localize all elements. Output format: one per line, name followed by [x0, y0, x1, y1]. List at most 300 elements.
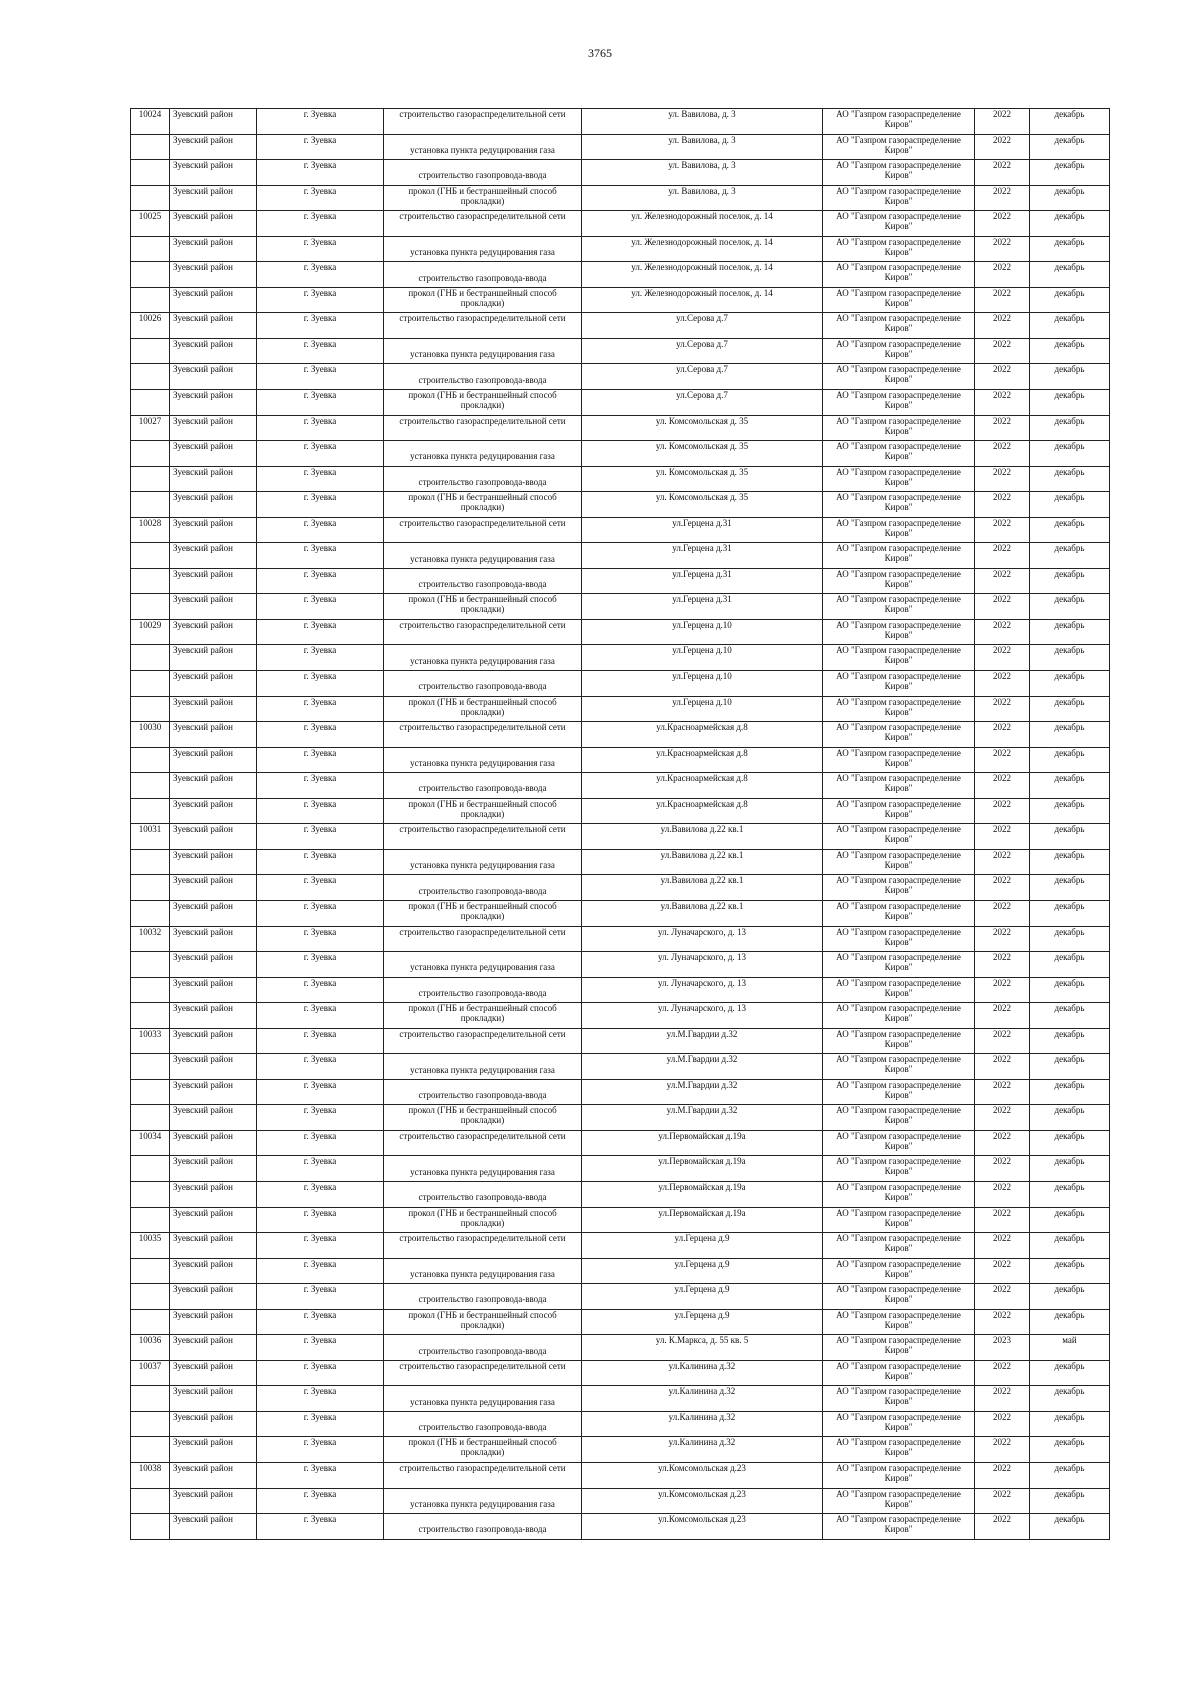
- month-cell: декабрь: [1030, 492, 1110, 518]
- year-cell: 2022: [975, 1514, 1030, 1540]
- year-cell: 2022: [975, 1054, 1030, 1080]
- row-number: [131, 134, 170, 160]
- district-cell: Зуевский район: [170, 1284, 257, 1310]
- row-number: [131, 236, 170, 262]
- district-cell: Зуевский район: [170, 1360, 257, 1386]
- district-cell: Зуевский район: [170, 696, 257, 722]
- organization-cell: АО "Газпром газораспределение Киров": [823, 1130, 975, 1156]
- city-cell: г. Зуевка: [257, 338, 384, 364]
- table-row: [131, 466, 1110, 492]
- city-cell: г. Зуевка: [257, 1386, 384, 1412]
- year-cell: 2022: [975, 1488, 1030, 1514]
- table-row: [131, 747, 1110, 773]
- organization-cell: АО "Газпром газораспределение Киров": [823, 773, 975, 799]
- organization-cell: АО "Газпром газораспределение Киров": [823, 900, 975, 926]
- organization-cell: АО "Газпром газораспределение Киров": [823, 390, 975, 416]
- work-type-cell: строительство газопровода-ввода: [384, 1335, 582, 1361]
- district-cell: Зуевский район: [170, 1130, 257, 1156]
- address-cell: ул.Герцена д.31: [582, 543, 823, 569]
- city-cell: г. Зуевка: [257, 1360, 384, 1386]
- year-cell: 2022: [975, 1258, 1030, 1284]
- row-number: [131, 875, 170, 901]
- city-cell: г. Зуевка: [257, 134, 384, 160]
- city-cell: г. Зуевка: [257, 236, 384, 262]
- district-cell: Зуевский район: [170, 134, 257, 160]
- district-cell: Зуевский район: [170, 262, 257, 288]
- row-number: 10028: [131, 517, 170, 543]
- row-number: [131, 696, 170, 722]
- city-cell: г. Зуевка: [257, 926, 384, 952]
- work-type-cell: строительство газораспределительной сети: [384, 1028, 582, 1054]
- organization-cell: АО "Газпром газораспределение Киров": [823, 619, 975, 645]
- city-cell: г. Зуевка: [257, 364, 384, 390]
- address-cell: ул. Вавилова, д. 3: [582, 185, 823, 211]
- row-number: [131, 671, 170, 697]
- address-cell: ул.Серова д.7: [582, 313, 823, 339]
- table-row: [131, 441, 1110, 467]
- table-row: [131, 364, 1110, 390]
- month-cell: декабрь: [1030, 415, 1110, 441]
- month-cell: декабрь: [1030, 262, 1110, 288]
- address-cell: ул.М.Гвардии д.32: [582, 1105, 823, 1131]
- district-cell: Зуевский район: [170, 287, 257, 313]
- table-row: [131, 1437, 1110, 1463]
- organization-cell: АО "Газпром газораспределение Киров": [823, 1335, 975, 1361]
- district-cell: Зуевский район: [170, 313, 257, 339]
- month-cell: декабрь: [1030, 671, 1110, 697]
- city-cell: г. Зуевка: [257, 1514, 384, 1540]
- page-number: 3765: [588, 46, 612, 60]
- table-row: [131, 211, 1110, 237]
- district-cell: Зуевский район: [170, 1003, 257, 1029]
- district-cell: Зуевский район: [170, 568, 257, 594]
- district-cell: Зуевский район: [170, 1309, 257, 1335]
- city-cell: г. Зуевка: [257, 466, 384, 492]
- row-number: [131, 338, 170, 364]
- table-row: [131, 1181, 1110, 1207]
- month-cell: декабрь: [1030, 773, 1110, 799]
- work-type-cell: строительство газораспределительной сети: [384, 517, 582, 543]
- district-cell: Зуевский район: [170, 466, 257, 492]
- month-cell: декабрь: [1030, 1386, 1110, 1412]
- table-row: [131, 900, 1110, 926]
- work-type-cell: строительство газопровода-ввода: [384, 1181, 582, 1207]
- address-cell: ул. Луначарского, д. 13: [582, 926, 823, 952]
- district-cell: Зуевский район: [170, 1386, 257, 1412]
- organization-cell: АО "Газпром газораспределение Киров": [823, 185, 975, 211]
- organization-cell: АО "Газпром газораспределение Киров": [823, 798, 975, 824]
- city-cell: г. Зуевка: [257, 1335, 384, 1361]
- month-cell: декабрь: [1030, 1054, 1110, 1080]
- city-cell: г. Зуевка: [257, 1130, 384, 1156]
- table-row: [131, 1284, 1110, 1310]
- row-number: [131, 798, 170, 824]
- city-cell: г. Зуевка: [257, 1437, 384, 1463]
- table-row: [131, 109, 1110, 135]
- year-cell: 2022: [975, 1462, 1030, 1488]
- month-cell: декабрь: [1030, 824, 1110, 850]
- work-type-cell: строительство газораспределительной сети: [384, 1462, 582, 1488]
- address-cell: ул.Герцена д.10: [582, 645, 823, 671]
- year-cell: 2022: [975, 1207, 1030, 1233]
- month-cell: декабрь: [1030, 1130, 1110, 1156]
- organization-cell: АО "Газпром газораспределение Киров": [823, 1156, 975, 1182]
- year-cell: 2022: [975, 1028, 1030, 1054]
- address-cell: ул.Вавилова д.22 кв.1: [582, 875, 823, 901]
- work-type-cell: строительство газопровода-ввода: [384, 160, 582, 186]
- city-cell: г. Зуевка: [257, 1003, 384, 1029]
- table-row: [131, 798, 1110, 824]
- district-cell: Зуевский район: [170, 492, 257, 518]
- district-cell: Зуевский район: [170, 594, 257, 620]
- organization-cell: АО "Газпром газораспределение Киров": [823, 466, 975, 492]
- city-cell: г. Зуевка: [257, 390, 384, 416]
- city-cell: г. Зуевка: [257, 262, 384, 288]
- year-cell: 2022: [975, 1411, 1030, 1437]
- table-row: [131, 1386, 1110, 1412]
- city-cell: г. Зуевка: [257, 492, 384, 518]
- organization-cell: АО "Газпром газораспределение Киров": [823, 594, 975, 620]
- table-row: [131, 952, 1110, 978]
- work-type-cell: строительство газопровода-ввода: [384, 466, 582, 492]
- organization-cell: АО "Газпром газораспределение Киров": [823, 747, 975, 773]
- city-cell: г. Зуевка: [257, 1028, 384, 1054]
- city-cell: г. Зуевка: [257, 977, 384, 1003]
- city-cell: г. Зуевка: [257, 1156, 384, 1182]
- month-cell: декабрь: [1030, 313, 1110, 339]
- address-cell: ул. Луначарского, д. 13: [582, 952, 823, 978]
- year-cell: 2022: [975, 952, 1030, 978]
- address-cell: ул.М.Гвардии д.32: [582, 1054, 823, 1080]
- address-cell: ул. Комсомольская д. 35: [582, 415, 823, 441]
- work-type-cell: установка пункта редуцирования газа: [384, 441, 582, 467]
- work-type-cell: строительство газораспределительной сети: [384, 1360, 582, 1386]
- district-cell: Зуевский район: [170, 645, 257, 671]
- year-cell: 2022: [975, 517, 1030, 543]
- year-cell: 2022: [975, 645, 1030, 671]
- organization-cell: АО "Газпром газораспределение Киров": [823, 1386, 975, 1412]
- year-cell: 2022: [975, 747, 1030, 773]
- district-cell: Зуевский район: [170, 415, 257, 441]
- organization-cell: АО "Газпром газораспределение Киров": [823, 1181, 975, 1207]
- district-cell: Зуевский район: [170, 1488, 257, 1514]
- organization-cell: АО "Газпром газораспределение Киров": [823, 1462, 975, 1488]
- month-cell: декабрь: [1030, 109, 1110, 135]
- work-type-cell: установка пункта редуцирования газа: [384, 645, 582, 671]
- organization-cell: АО "Газпром газораспределение Киров": [823, 1028, 975, 1054]
- table-row: [131, 236, 1110, 262]
- district-cell: Зуевский район: [170, 160, 257, 186]
- district-cell: Зуевский район: [170, 517, 257, 543]
- month-cell: декабрь: [1030, 926, 1110, 952]
- work-type-cell: установка пункта редуцирования газа: [384, 543, 582, 569]
- month-cell: декабрь: [1030, 849, 1110, 875]
- district-cell: Зуевский район: [170, 1207, 257, 1233]
- month-cell: декабрь: [1030, 1437, 1110, 1463]
- year-cell: 2022: [975, 543, 1030, 569]
- address-cell: ул.Калинина д.32: [582, 1386, 823, 1412]
- row-number: [131, 364, 170, 390]
- work-type-cell: прокол (ГНБ и бестраншейный способ прокладки): [384, 185, 582, 211]
- month-cell: декабрь: [1030, 696, 1110, 722]
- work-type-cell: строительство газопровода-ввода: [384, 977, 582, 1003]
- organization-cell: АО "Газпром газораспределение Киров": [823, 1488, 975, 1514]
- work-type-cell: строительство газораспределительной сети: [384, 1130, 582, 1156]
- year-cell: 2022: [975, 594, 1030, 620]
- organization-cell: АО "Газпром газораспределение Киров": [823, 1258, 975, 1284]
- month-cell: декабрь: [1030, 466, 1110, 492]
- district-cell: Зуевский район: [170, 1181, 257, 1207]
- address-cell: ул.Первомайская д.19а: [582, 1130, 823, 1156]
- city-cell: г. Зуевка: [257, 671, 384, 697]
- month-cell: декабрь: [1030, 1003, 1110, 1029]
- district-cell: Зуевский район: [170, 747, 257, 773]
- table-row: [131, 1309, 1110, 1335]
- month-cell: декабрь: [1030, 1360, 1110, 1386]
- work-type-cell: прокол (ГНБ и бестраншейный способ прокладки): [384, 492, 582, 518]
- city-cell: г. Зуевка: [257, 211, 384, 237]
- work-type-cell: строительство газопровода-ввода: [384, 262, 582, 288]
- year-cell: 2022: [975, 773, 1030, 799]
- city-cell: г. Зуевка: [257, 1488, 384, 1514]
- year-cell: 2022: [975, 109, 1030, 135]
- year-cell: 2022: [975, 1386, 1030, 1412]
- district-cell: Зуевский район: [170, 236, 257, 262]
- year-cell: 2022: [975, 262, 1030, 288]
- address-cell: ул.Вавилова д.22 кв.1: [582, 900, 823, 926]
- year-cell: 2022: [975, 1284, 1030, 1310]
- address-cell: ул.М.Гвардии д.32: [582, 1028, 823, 1054]
- year-cell: 2022: [975, 926, 1030, 952]
- month-cell: декабрь: [1030, 1156, 1110, 1182]
- year-cell: 2022: [975, 722, 1030, 748]
- address-cell: ул.Комсомольская д.23: [582, 1514, 823, 1540]
- work-type-cell: строительство газопровода-ввода: [384, 1514, 582, 1540]
- district-cell: Зуевский район: [170, 1258, 257, 1284]
- address-cell: ул.Герцена д.31: [582, 517, 823, 543]
- city-cell: г. Зуевка: [257, 441, 384, 467]
- month-cell: декабрь: [1030, 1181, 1110, 1207]
- row-number: [131, 441, 170, 467]
- district-cell: Зуевский район: [170, 1028, 257, 1054]
- row-number: 10038: [131, 1462, 170, 1488]
- month-cell: декабрь: [1030, 441, 1110, 467]
- organization-cell: АО "Газпром газораспределение Киров": [823, 262, 975, 288]
- work-type-cell: установка пункта редуцирования газа: [384, 1156, 582, 1182]
- organization-cell: АО "Газпром газораспределение Киров": [823, 1360, 975, 1386]
- row-number: [131, 1411, 170, 1437]
- organization-cell: АО "Газпром газораспределение Киров": [823, 287, 975, 313]
- address-cell: ул.Первомайская д.19а: [582, 1156, 823, 1182]
- row-number: [131, 1003, 170, 1029]
- table-row: [131, 849, 1110, 875]
- district-cell: Зуевский район: [170, 1462, 257, 1488]
- month-cell: декабрь: [1030, 543, 1110, 569]
- table-row: [131, 645, 1110, 671]
- row-number: [131, 1437, 170, 1463]
- table-row: [131, 619, 1110, 645]
- year-cell: 2022: [975, 849, 1030, 875]
- table-row: [131, 543, 1110, 569]
- year-cell: 2022: [975, 1181, 1030, 1207]
- month-cell: декабрь: [1030, 517, 1110, 543]
- work-type-cell: прокол (ГНБ и бестраншейный способ прокладки): [384, 594, 582, 620]
- organization-cell: АО "Газпром газораспределение Киров": [823, 1105, 975, 1131]
- row-number: [131, 1258, 170, 1284]
- table-row: [131, 875, 1110, 901]
- address-cell: ул.Красноармейская д.8: [582, 747, 823, 773]
- city-cell: г. Зуевка: [257, 543, 384, 569]
- table-row: [131, 1207, 1110, 1233]
- month-cell: декабрь: [1030, 185, 1110, 211]
- organization-cell: АО "Газпром газораспределение Киров": [823, 1233, 975, 1259]
- year-cell: 2022: [975, 875, 1030, 901]
- city-cell: г. Зуевка: [257, 1181, 384, 1207]
- table-row: [131, 773, 1110, 799]
- row-number: 10035: [131, 1233, 170, 1259]
- month-cell: декабрь: [1030, 952, 1110, 978]
- work-type-cell: строительство газораспределительной сети: [384, 926, 582, 952]
- work-type-cell: строительство газораспределительной сети: [384, 619, 582, 645]
- month-cell: декабрь: [1030, 364, 1110, 390]
- month-cell: декабрь: [1030, 1028, 1110, 1054]
- month-cell: декабрь: [1030, 1284, 1110, 1310]
- row-number: 10026: [131, 313, 170, 339]
- city-cell: г. Зуевка: [257, 952, 384, 978]
- work-type-cell: строительство газопровода-ввода: [384, 1284, 582, 1310]
- year-cell: 2022: [975, 441, 1030, 467]
- row-number: 10032: [131, 926, 170, 952]
- year-cell: 2022: [975, 1105, 1030, 1131]
- work-type-cell: установка пункта редуцирования газа: [384, 1386, 582, 1412]
- organization-cell: АО "Газпром газораспределение Киров": [823, 977, 975, 1003]
- row-number: [131, 1181, 170, 1207]
- address-cell: ул.Серова д.7: [582, 390, 823, 416]
- city-cell: г. Зуевка: [257, 619, 384, 645]
- month-cell: декабрь: [1030, 1207, 1110, 1233]
- row-number: [131, 849, 170, 875]
- table-row: [131, 824, 1110, 850]
- work-type-cell: строительство газораспределительной сети: [384, 313, 582, 339]
- gas-works-table: [130, 108, 1110, 1540]
- city-cell: г. Зуевка: [257, 1284, 384, 1310]
- organization-cell: АО "Газпром газораспределение Киров": [823, 236, 975, 262]
- work-type-cell: строительство газораспределительной сети: [384, 415, 582, 441]
- work-type-cell: установка пункта редуцирования газа: [384, 134, 582, 160]
- table-row: [131, 1462, 1110, 1488]
- work-type-cell: установка пункта редуцирования газа: [384, 1054, 582, 1080]
- organization-cell: АО "Газпром газораспределение Киров": [823, 517, 975, 543]
- organization-cell: АО "Газпром газораспределение Киров": [823, 1284, 975, 1310]
- row-number: 10036: [131, 1335, 170, 1361]
- city-cell: г. Зуевка: [257, 415, 384, 441]
- organization-cell: АО "Газпром газораспределение Киров": [823, 364, 975, 390]
- address-cell: ул.Герцена д.10: [582, 619, 823, 645]
- year-cell: 2022: [975, 798, 1030, 824]
- district-cell: Зуевский район: [170, 1514, 257, 1540]
- month-cell: декабрь: [1030, 798, 1110, 824]
- table-row: [131, 722, 1110, 748]
- table-row: [131, 1028, 1110, 1054]
- month-cell: декабрь: [1030, 1105, 1110, 1131]
- table-row: [131, 1130, 1110, 1156]
- year-cell: 2022: [975, 619, 1030, 645]
- row-number: [131, 977, 170, 1003]
- address-cell: ул.Первомайская д.19а: [582, 1181, 823, 1207]
- month-cell: декабрь: [1030, 619, 1110, 645]
- work-type-cell: установка пункта редуцирования газа: [384, 1258, 582, 1284]
- row-number: [131, 900, 170, 926]
- year-cell: 2022: [975, 696, 1030, 722]
- table-row: [131, 926, 1110, 952]
- table-row: [131, 1488, 1110, 1514]
- work-type-cell: строительство газопровода-ввода: [384, 1079, 582, 1105]
- district-cell: Зуевский район: [170, 1156, 257, 1182]
- year-cell: 2022: [975, 1309, 1030, 1335]
- city-cell: г. Зуевка: [257, 1258, 384, 1284]
- organization-cell: АО "Газпром газораспределение Киров": [823, 1207, 975, 1233]
- row-number: [131, 952, 170, 978]
- work-type-cell: установка пункта редуцирования газа: [384, 747, 582, 773]
- district-cell: Зуевский район: [170, 824, 257, 850]
- month-cell: декабрь: [1030, 1514, 1110, 1540]
- month-cell: декабрь: [1030, 568, 1110, 594]
- district-cell: Зуевский район: [170, 977, 257, 1003]
- address-cell: ул. Луначарского, д. 13: [582, 977, 823, 1003]
- district-cell: Зуевский район: [170, 1054, 257, 1080]
- year-cell: 2022: [975, 313, 1030, 339]
- address-cell: ул. К.Маркса, д. 55 кв. 5: [582, 1335, 823, 1361]
- row-number: [131, 645, 170, 671]
- address-cell: ул. Вавилова, д. 3: [582, 160, 823, 186]
- organization-cell: АО "Газпром газораспределение Киров": [823, 824, 975, 850]
- row-number: [131, 1488, 170, 1514]
- month-cell: декабрь: [1030, 390, 1110, 416]
- table-row: [131, 492, 1110, 518]
- table-row: [131, 1079, 1110, 1105]
- year-cell: 2022: [975, 977, 1030, 1003]
- city-cell: г. Зуевка: [257, 798, 384, 824]
- year-cell: 2022: [975, 824, 1030, 850]
- year-cell: 2022: [975, 466, 1030, 492]
- month-cell: декабрь: [1030, 236, 1110, 262]
- address-cell: ул. Комсомольская д. 35: [582, 492, 823, 518]
- year-cell: 2022: [975, 671, 1030, 697]
- row-number: 10033: [131, 1028, 170, 1054]
- row-number: [131, 492, 170, 518]
- address-cell: ул.Герцена д.10: [582, 696, 823, 722]
- row-number: [131, 1284, 170, 1310]
- year-cell: 2022: [975, 1360, 1030, 1386]
- row-number: [131, 287, 170, 313]
- month-cell: декабрь: [1030, 1411, 1110, 1437]
- row-number: 10029: [131, 619, 170, 645]
- year-cell: 2022: [975, 1130, 1030, 1156]
- organization-cell: АО "Газпром газораспределение Киров": [823, 926, 975, 952]
- row-number: [131, 594, 170, 620]
- address-cell: ул.Герцена д.9: [582, 1284, 823, 1310]
- work-type-cell: прокол (ГНБ и бестраншейный способ прокладки): [384, 1207, 582, 1233]
- organization-cell: АО "Газпром газораспределение Киров": [823, 952, 975, 978]
- month-cell: декабрь: [1030, 1233, 1110, 1259]
- table-row: [131, 134, 1110, 160]
- year-cell: 2022: [975, 211, 1030, 237]
- work-type-cell: прокол (ГНБ и бестраншейный способ прокладки): [384, 1437, 582, 1463]
- district-cell: Зуевский район: [170, 1437, 257, 1463]
- city-cell: г. Зуевка: [257, 1105, 384, 1131]
- work-type-cell: строительство газопровода-ввода: [384, 773, 582, 799]
- district-cell: Зуевский район: [170, 798, 257, 824]
